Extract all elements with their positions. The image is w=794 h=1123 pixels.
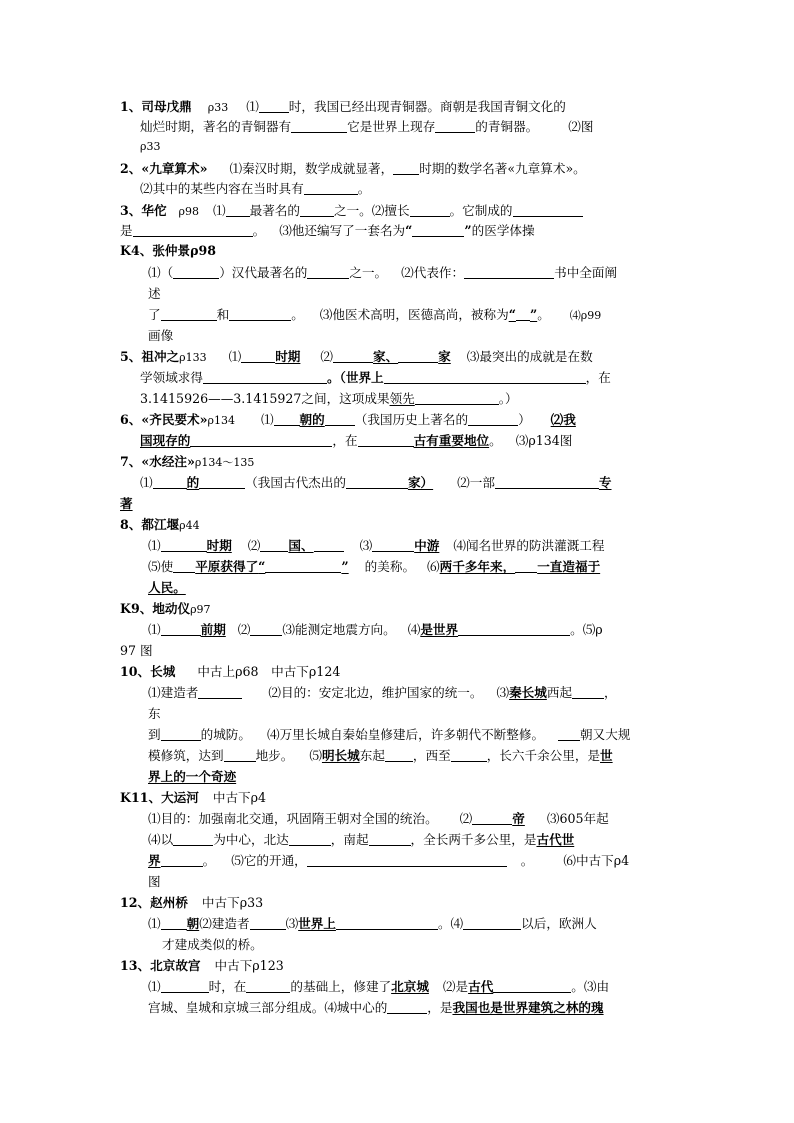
item-title: «水经注» <box>141 454 195 469</box>
item-7-line-1: ⑴ 的 （我国古代杰出的 家） ⑵一部 专 <box>140 475 612 490</box>
item-10-line-0: 10、长城 中古上ρ68 中古下ρ124 <box>120 664 341 679</box>
item-5-line-1: 5、祖冲之ρ133 ⑴ 时期 ⑵ 家、 家 ⑶最突出的成就是在数 <box>120 349 593 364</box>
item-title: 华佗 <box>141 203 167 218</box>
fill-blank[interactable] <box>325 412 355 426</box>
fill-blank[interactable] <box>513 203 583 217</box>
item-11-line-1: ⑴目的：加强南北交通，巩固隋王朝对全国的统治。 ⑵ 帝 ⑶605年起 <box>148 811 609 826</box>
item-12-line-1: ⑴ 朝⑵建造者 ⑶世界上 。⑷ 以后，欧洲人 <box>148 916 597 931</box>
item-10-line-5: 界上的一个奇迹 <box>148 769 237 784</box>
item-9-line-0: K9、地动仪ρ97 <box>120 601 211 616</box>
item-title: 长城 <box>150 664 176 679</box>
fill-blank[interactable] <box>173 559 195 573</box>
item-8-line-1: ⑴ 时期 ⑵ 国、 ⑶ 中游 ⑷闻名世界的防洪灌溉工程 <box>148 538 605 553</box>
item-10-line-1: ⑴建造者 ⑵目的：安定北边，维护国家的统一。 ⑶秦长城西起 ， <box>148 685 617 700</box>
fill-blank[interactable] <box>250 622 282 636</box>
fill-blank[interactable] <box>369 832 411 846</box>
fill-blank[interactable] <box>173 265 219 279</box>
fill-blank[interactable] <box>173 832 213 846</box>
fill-blank[interactable] <box>291 119 347 133</box>
item-title: 大运河 <box>161 790 199 805</box>
fill-blank[interactable] <box>393 161 419 175</box>
fill-blank[interactable] <box>307 265 349 279</box>
item-9-line-1: ⑴ 前期 ⑵ ⑶能测定地震方向。 ⑷是世界 。⑸ρ <box>148 622 603 637</box>
item-4-line-1: ⑴（ ）汉代最著名的 之一。 ⑵代表作： 书中全面阐 <box>148 265 618 280</box>
fill-blank[interactable] <box>384 370 586 384</box>
fill-blank[interactable] <box>229 307 291 321</box>
item-title: «齐民要术» <box>141 412 208 427</box>
fill-blank[interactable] <box>307 853 507 867</box>
item-13-line-1: ⑴ 时，在 的基础上，修建了北京城 ⑵是古代 。⑶由 <box>148 979 610 994</box>
item-11-line-4: 图 <box>148 874 161 889</box>
fill-blank[interactable] <box>246 979 290 993</box>
item-5-line-3: 3.1415926——3.1415927之间，这项成果领先 。） <box>140 391 518 406</box>
fill-blank[interactable] <box>199 475 245 489</box>
fill-blank[interactable] <box>410 203 450 217</box>
item-10-line-4: 模修筑，达到 地步。 ⑸明长城东起 ，西至 ，长六千余公里，是世 <box>148 748 613 763</box>
fill-blank[interactable] <box>346 475 408 489</box>
fill-blank[interactable] <box>161 307 217 321</box>
item-title: 都江堰 <box>141 517 180 532</box>
fill-blank[interactable] <box>464 265 554 279</box>
item-12-line-0: 12、赵州桥 中古下ρ33 <box>120 895 264 910</box>
fill-blank[interactable] <box>274 412 300 426</box>
fill-blank[interactable] <box>468 412 518 426</box>
fill-blank[interactable] <box>495 475 599 489</box>
item-10-line-3: 到 的城防。 ⑷万里长城自秦始皇修建后，许多朝代不断整修。 朝又大规 <box>148 727 631 742</box>
item-4-line-2: 述 <box>148 286 161 301</box>
fill-blank[interactable] <box>161 916 187 930</box>
fill-blank[interactable] <box>224 748 256 762</box>
item-title: 北京故宫 <box>150 958 201 973</box>
item-3-line-2: 是 。 ⑶他还编写了一套名为“ ”的医学体操 <box>120 223 535 238</box>
fill-blank[interactable] <box>558 727 580 741</box>
fill-blank[interactable] <box>203 370 327 384</box>
fill-blank[interactable] <box>472 811 512 825</box>
fill-blank[interactable] <box>398 349 438 363</box>
fill-blank[interactable] <box>161 727 201 741</box>
item-title: 赵州桥 <box>150 895 188 910</box>
item-8-line-3: 人民。 <box>148 580 186 595</box>
fill-blank[interactable] <box>493 979 571 993</box>
fill-blank[interactable] <box>314 538 344 552</box>
fill-blank[interactable] <box>304 181 358 195</box>
fill-blank[interactable] <box>161 538 207 552</box>
fill-blank[interactable] <box>161 853 203 867</box>
fill-blank[interactable] <box>435 119 475 133</box>
fill-blank[interactable] <box>358 433 414 447</box>
item-title: 司母戊鼎 <box>141 99 192 114</box>
item-11-line-0: K11、大运河 中古下ρ4 <box>120 790 267 805</box>
fill-blank[interactable] <box>226 203 250 217</box>
item-10-line-2: 东 <box>148 706 161 721</box>
fill-blank[interactable] <box>300 203 334 217</box>
fill-blank[interactable] <box>333 349 373 363</box>
fill-blank[interactable] <box>153 475 187 489</box>
fill-blank[interactable] <box>241 349 275 363</box>
fill-blank[interactable] <box>458 622 570 636</box>
fill-blank[interactable] <box>133 223 253 237</box>
fill-blank[interactable] <box>463 916 521 930</box>
item-11-line-2: ⑷以 为中心，北达 ，南起 ，全长两千多公里，是古代世 <box>148 832 575 847</box>
fill-blank[interactable] <box>161 622 201 636</box>
fill-blank[interactable] <box>198 685 242 699</box>
item-7-line-0: 7、«水经注»ρ134～135 <box>120 454 255 469</box>
fill-blank[interactable] <box>372 538 414 552</box>
item-title: «九章算术» <box>141 161 208 176</box>
item-13-line-0: 13、北京故宫 中古下ρ123 <box>120 958 284 973</box>
fill-blank[interactable] <box>451 748 487 762</box>
item-11-line-3: 界 。 ⑸它的开通， 。 ⑹中古下ρ4 <box>148 853 630 868</box>
item-8-line-0: 8、都江堰ρ44 <box>120 517 200 532</box>
item-title: 地动仪 <box>152 601 191 616</box>
fill-blank[interactable] <box>415 391 499 405</box>
fill-blank[interactable] <box>250 916 286 930</box>
item-8-line-2: ⑸使 平原获得了“ ” 的美称。 ⑹两千多年来， 一直造福于 <box>148 559 601 574</box>
fill-blank[interactable] <box>259 99 289 113</box>
item-2-line-2: ⑵其中的某些内容在当时具有 。 <box>140 181 371 196</box>
item-1-line-3: ρ33 <box>140 140 161 153</box>
fill-blank[interactable] <box>385 748 413 762</box>
item-9-line-2: 97 图 <box>120 643 153 658</box>
item-4-line-3: 了 和 。 ⑶他医术高明，医德高尚，被称为“ ”。 ⑷ρ99 <box>148 307 602 322</box>
fill-blank[interactable] <box>412 223 464 237</box>
fill-blank[interactable] <box>516 307 530 321</box>
item-6-line-2: 国现存的 ，在 古有重要地位。 ⑶ρ134图 <box>140 433 573 448</box>
item-1-line-2: 灿烂时期，著名的青铜器有 它是世界上现存 的青铜器。 ⑵图 <box>140 119 594 134</box>
item-4-line-0: K4、张仲景ρ98 <box>120 243 216 258</box>
fill-blank[interactable] <box>387 1000 427 1014</box>
item-12-line-2: 才建成类似的桥。 <box>162 937 263 952</box>
item-3-line-1: 3、华佗 ρ98 ⑴ 最著名的 之一。⑵擅长 。它制成的 <box>120 202 583 221</box>
fill-blank[interactable] <box>515 559 537 573</box>
item-7-line-2: 著 <box>120 496 133 511</box>
item-13-line-2: 宫城、皇城和京城三部分组成。⑷城中心的 ，是我国也是世界建筑之林的瑰 <box>148 1000 604 1015</box>
item-6-line-1: 6、«齐民要术»ρ134 ⑴ 朝的 （我国历史上著名的 ） ⑵我 <box>120 412 576 427</box>
item-5-line-2: 学领域求得 。（世界上 ，在 <box>140 370 611 385</box>
item-title: 张仲景ρ98 <box>152 243 216 258</box>
item-title: 祖冲之 <box>141 349 180 364</box>
item-1-line-1: 1、司母戊鼎 ρ33 ⑴ 时，我国已经出现青铜器。商朝是我国青铜文化的 <box>120 99 566 114</box>
fill-blank[interactable] <box>572 685 604 699</box>
item-2-line-1: 2、«九章算术» ⑴秦汉时期，数学成就显著， 时期的数学名著«九章算术»。 <box>120 161 586 176</box>
fill-blank[interactable] <box>289 832 331 846</box>
fill-blank[interactable] <box>190 433 332 447</box>
fill-blank[interactable] <box>265 559 341 573</box>
fill-blank[interactable] <box>260 538 288 552</box>
item-4-line-4: 画像 <box>148 328 174 343</box>
fill-blank[interactable] <box>336 916 438 930</box>
fill-blank[interactable] <box>161 979 209 993</box>
